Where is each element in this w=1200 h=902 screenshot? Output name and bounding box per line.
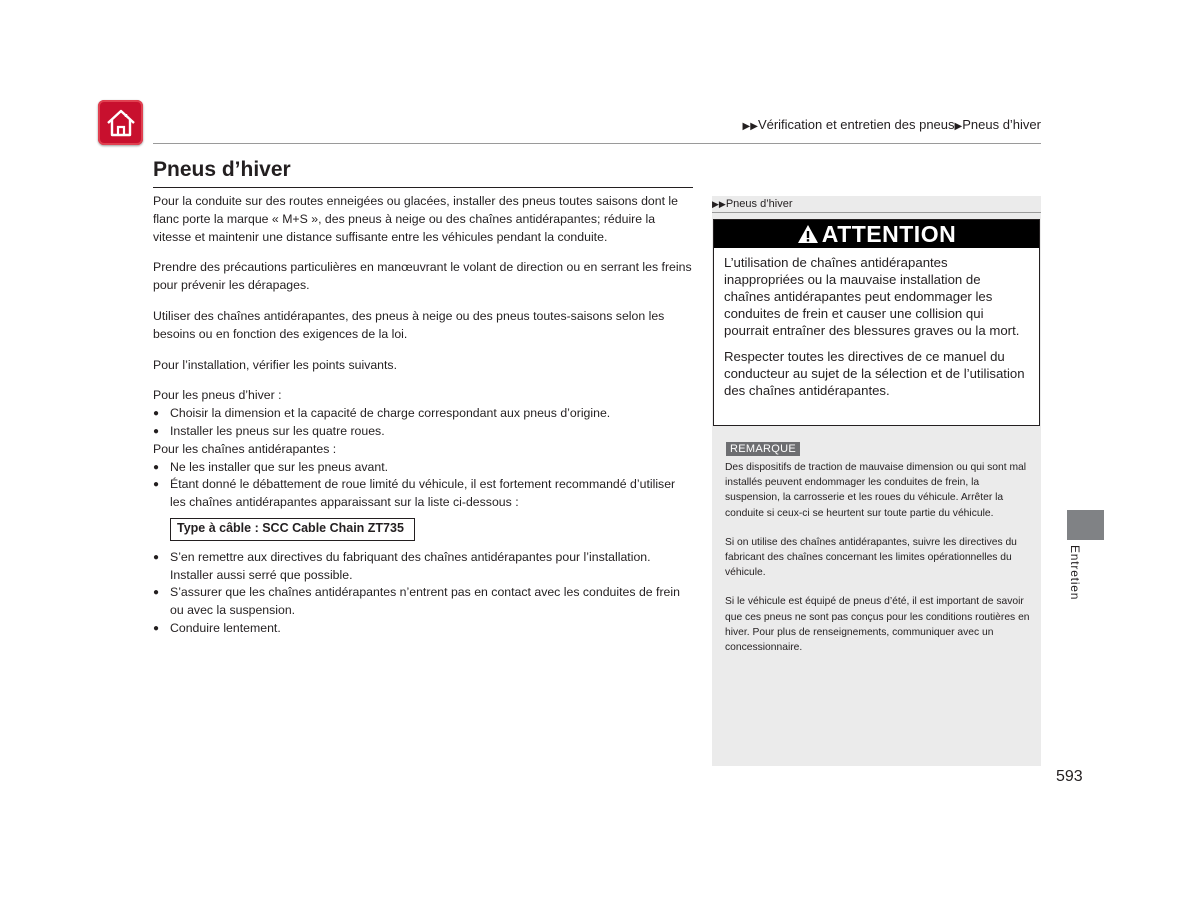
note-paragraph: Si le véhicule est équipé de pneus d’été, il est important de savoir que ces pneus ne sont pas conçus pour les conditions routières en hiver. Pour plus de renseignements, communiquer avec un concessionnaire. (725, 596, 1030, 654)
attention-text: Respecter toutes les directives de ce manuel du conducteur au sujet de la sélection et de l’utilisation des chaînes antidérapantes. (724, 349, 1025, 398)
note-paragraph: Des dispositifs de traction de mauvaise dimension ou qui sont mal installés peuvent endommager les conduites de frein, la suspension, la carrosserie et les roues du véhicule. Arrêter la conduite si ceux-ci se heurtent sur toute partie du véhicule. (725, 462, 1027, 519)
winter-tires-heading: Pour les pneus d’hiver : (153, 388, 282, 403)
sidebar-header (712, 196, 1041, 213)
home-button[interactable] (98, 100, 143, 145)
home-icon (104, 106, 138, 140)
header-divider (153, 143, 1041, 144)
page-number: 593 (1056, 768, 1083, 785)
paragraph: Utiliser des chaînes antidérapantes, des pneus à neige ou des pneus toutes-saisons selon les besoins ou en fonction des exigences de la loi. (153, 308, 665, 341)
winter-tires-list (153, 405, 693, 441)
paragraph: Pour l’installation, vérifier les points suivants. (153, 357, 397, 372)
paragraph: Prendre des précautions particulières en manœuvrant le volant de direction ou en serrant les freins pour prévenir les dérapages. (153, 260, 692, 293)
list-item: ● Choisir la dimension et la capacité de charge correspondant aux pneus d’origine. (153, 405, 693, 423)
section-tab-marker[interactable] (1067, 510, 1104, 540)
list-item: ● Ne les installer que sur les pneus avant. (153, 459, 693, 477)
sidebar-notes (712, 196, 1041, 766)
breadcrumb-arrow-icon: ▶▶ (742, 121, 758, 132)
attention-text: L’utilisation de chaînes antidérapantes inappropriées ou la mauvaise installation de chaînes antidérapantes peut endommager les conduites de frein et causer une collision qui pourrait entraîner des blessures graves ou la mort. (724, 255, 1020, 338)
intro-paragraph: Pour la conduite sur des routes enneigées ou glacées, installer des pneus toutes saisons dont le flanc porte la marque « M+S », des pneus à neige ou des chaînes antidérapantes; réduire la vitesse et maintenir une distance suffisante entre les véhicules pendant la conduite. (153, 194, 679, 244)
breadcrumb-link-section[interactable]: Vérification et entretien des pneus (757, 117, 955, 132)
list-item: ● S’en remettre aux directives du fabriquant des chaînes antidérapantes pour l’installation. Installer aussi serré que possible. (153, 549, 693, 585)
attention-title: ATTENTION (821, 220, 957, 247)
attention-box (713, 219, 1040, 426)
list-item: ● Conduire lentement. (153, 620, 693, 638)
chains-more-list (153, 549, 693, 638)
breadcrumb-arrow-icon: ▶ (954, 121, 963, 132)
breadcrumb-current: Pneus d’hiver (962, 117, 1041, 132)
page-title: Pneus d’hiver (153, 158, 291, 181)
cable-type-box: Type à câble : SCC Cable Chain ZT735 (170, 518, 415, 541)
list-item: ● Étant donné le débattement de roue limité du véhicule, il est fortement recommandé d’utiliser les chaînes antidérapantes apparaissant sur la liste ci-dessous : (153, 476, 693, 512)
reference-icon: ▶▶ (712, 199, 726, 209)
remarque-notes (725, 460, 1031, 669)
sidebar-header-label[interactable]: Pneus d’hiver (725, 198, 793, 210)
attention-bar (714, 220, 1039, 248)
chains-heading: Pour les chaînes antidérapantes : (153, 441, 337, 456)
chains-list (153, 459, 693, 512)
remarque-badge: REMARQUE (726, 442, 800, 456)
main-content (153, 193, 693, 638)
title-divider (153, 187, 693, 188)
list-item: ● Installer les pneus sur les quatre roues. (153, 423, 693, 441)
warning-icon (797, 224, 819, 244)
list-item: ● S’assurer que les chaînes antidérapantes n’entrent pas en contact avec les conduites de frein ou avec la suspension. (153, 584, 693, 620)
breadcrumb (743, 117, 1041, 132)
section-tab-label: Entretien (1068, 545, 1082, 601)
note-paragraph: Si on utilise des chaînes antidérapantes, suivre les directives du fabricant des chaînes concernant les limites opérationnelles du véhicule. (725, 536, 1017, 579)
